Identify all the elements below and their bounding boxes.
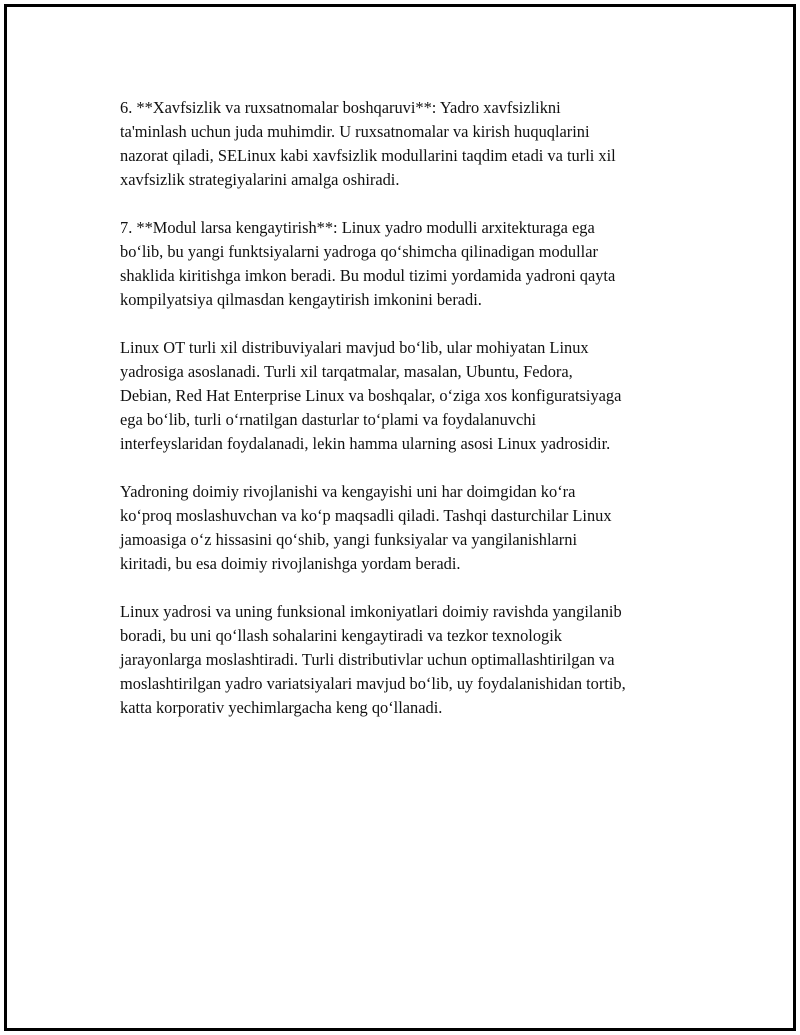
paragraph-security bbox=[120, 96, 700, 192]
text-line: Linux OT turli xil distribuviyalari mavjud bo‘lib, ular mohiyatan Linux bbox=[120, 338, 589, 357]
text-line: bo‘lib, bu yangi funktsiyalarni yadroga qo‘shimcha qilinadigan modullar bbox=[120, 242, 598, 261]
text-line: 7. **Modul larsa kengaytirish**: Linux yadro modulli arxitekturaga ega bbox=[120, 218, 595, 237]
text-line: ega bo‘lib, turli o‘rnatilgan dasturlar to‘plami va foydalanuvchi bbox=[120, 410, 537, 429]
text-line: ta'minlash uchun juda muhimdir. U ruxsatnomalar va kirish huquqlarini bbox=[120, 122, 590, 141]
text-line: 6. **Xavfsizlik va ruxsatnomalar boshqaruvi**: Yadro xavfsizlikni bbox=[120, 98, 561, 117]
text-line: kompilyatsiya qilmasdan kengaytirish imkonini beradi. bbox=[120, 290, 482, 309]
text-line: ko‘proq moslashuvchan va ko‘p maqsadli qiladi. Tashqi dasturchilar Linux bbox=[120, 506, 612, 525]
text-line: katta korporativ yechimlargacha keng qo‘llanadi. bbox=[120, 698, 443, 717]
text-line: jarayonlarga moslashtiradi. Turli distributivlar uchun optimallashtirilgan va bbox=[120, 650, 615, 669]
paragraph-updates bbox=[120, 600, 700, 720]
text-line: moslashtirilgan yadro variatsiyalari mavjud bo‘lib, uy foydalanishidan tortib, bbox=[120, 674, 626, 693]
document-body bbox=[120, 96, 700, 744]
paragraph-modules bbox=[120, 216, 700, 312]
text-line: Yadroning doimiy rivojlanishi va kengayishi uni har doimgidan ko‘ra bbox=[120, 482, 576, 501]
text-line: interfeyslaridan foydalanadi, lekin hamma ularning asosi Linux yadrosidir. bbox=[120, 434, 611, 453]
text-line: kiritadi, bu esa doimiy rivojlanishga yordam beradi. bbox=[120, 554, 461, 573]
text-line: Debian, Red Hat Enterprise Linux va boshqalar, o‘ziga xos konfiguratsiyaga bbox=[120, 386, 622, 405]
paragraph-distributions bbox=[120, 336, 700, 456]
document-page bbox=[4, 4, 796, 1031]
text-line: Linux yadrosi va uning funksional imkoniyatlari doimiy ravishda yangilanib bbox=[120, 602, 622, 621]
text-line: boradi, bu uni qo‘llash sohalarini kengaytiradi va tezkor texnologik bbox=[120, 626, 562, 645]
text-line: yadrosiga asoslanadi. Turli xil tarqatmalar, masalan, Ubuntu, Fedora, bbox=[120, 362, 573, 381]
text-line: xavfsizlik strategiyalarini amalga oshiradi. bbox=[120, 170, 400, 189]
paragraph-development bbox=[120, 480, 700, 576]
text-line: nazorat qiladi, SELinux kabi xavfsizlik modullarini taqdim etadi va turli xil bbox=[120, 146, 616, 165]
text-line: jamoasiga o‘z hissasini qo‘shib, yangi funksiyalar va yangilanishlarni bbox=[120, 530, 578, 549]
text-line: shaklida kiritishga imkon beradi. Bu modul tizimi yordamida yadroni qayta bbox=[120, 266, 616, 285]
